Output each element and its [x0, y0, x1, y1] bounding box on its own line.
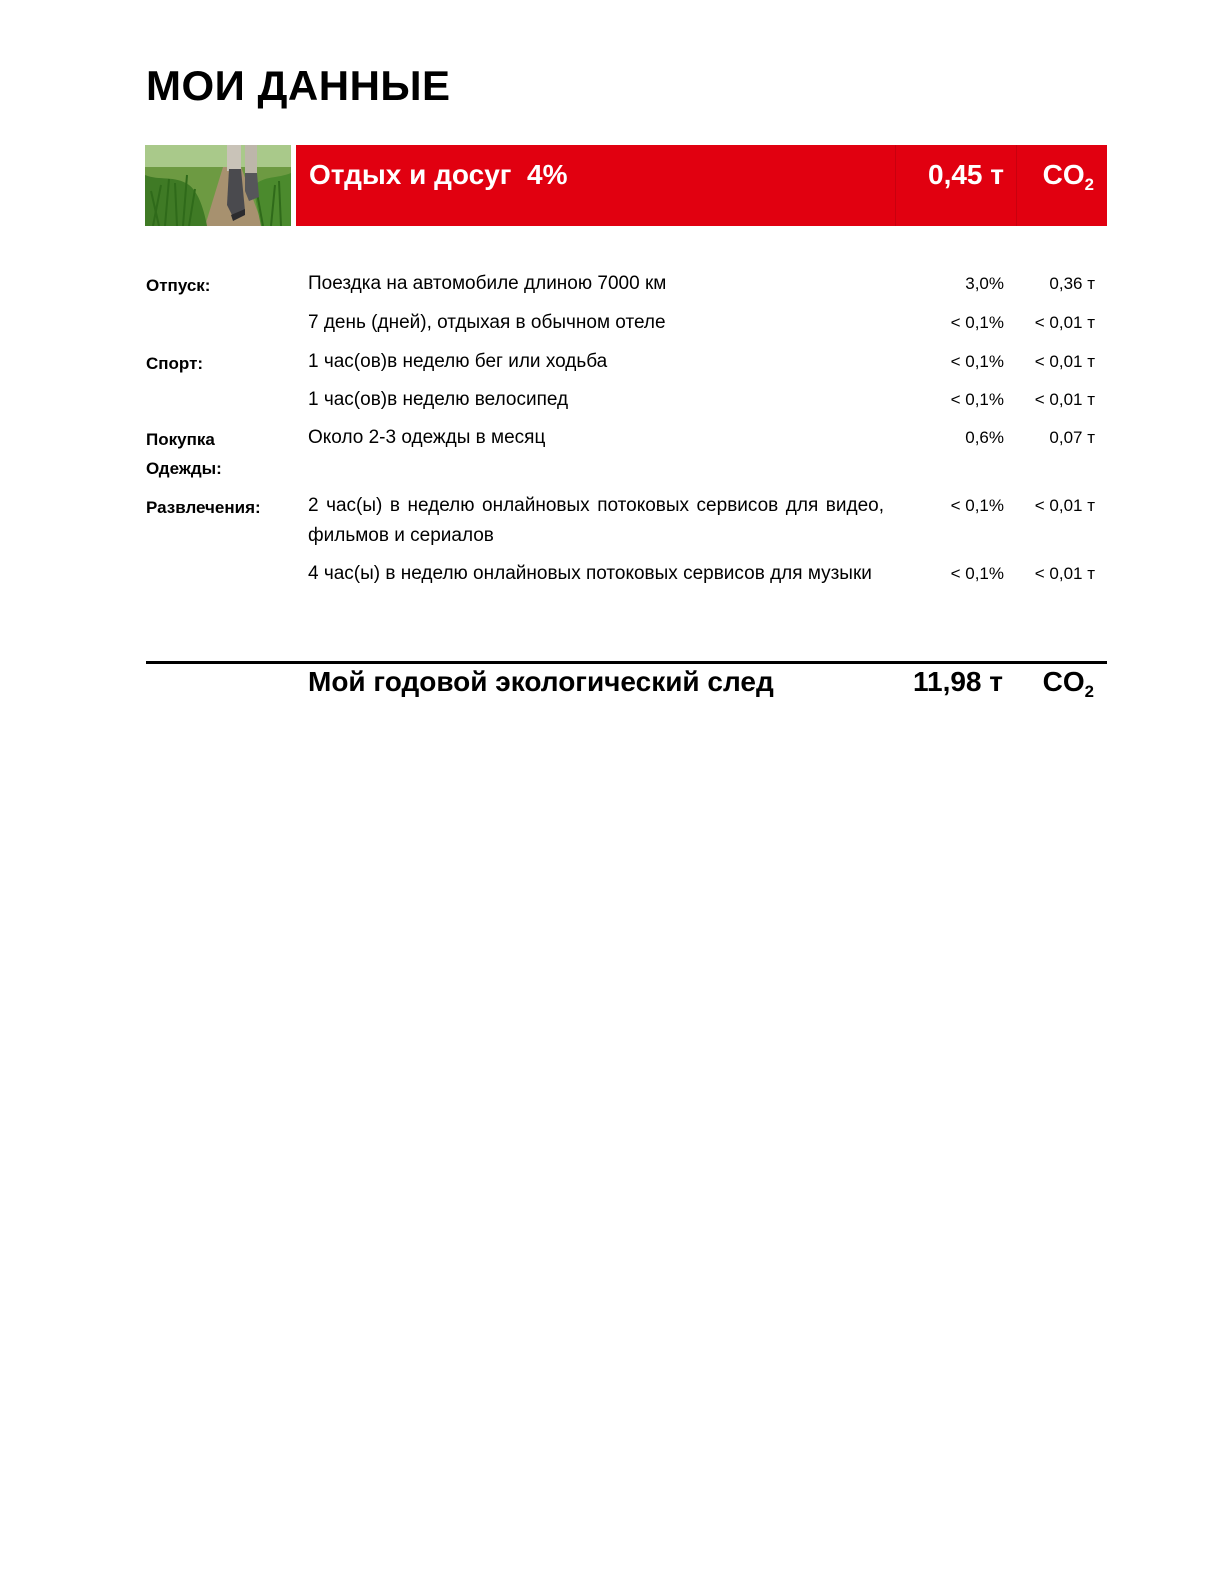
total-unit	[1043, 664, 1094, 700]
row-description: 7 день (дней), отдыхая в обычном отеле	[308, 312, 666, 333]
page-title: МОИ ДАННЫЕ	[146, 62, 451, 109]
total-label: Мой годовой экологический след	[308, 666, 774, 697]
row-description: Около 2-3 одежды в месяц	[308, 427, 546, 448]
row-amount: < 0,01 т	[1034, 352, 1095, 371]
total-amount: 11,98 т	[912, 666, 1003, 697]
row-label: Спорт:	[146, 354, 204, 373]
row-label: Развлечения:	[146, 498, 261, 517]
hiking-photo	[145, 145, 291, 226]
row-percent: 3,0%	[965, 274, 1004, 293]
unit-subscript: 2	[1084, 174, 1094, 194]
category-amount: 0,45 т	[928, 159, 1004, 190]
row-percent: < 0,1%	[950, 496, 1004, 515]
unit-main: CO	[1042, 159, 1085, 190]
row-amount: 0,36 т	[1049, 274, 1095, 293]
row-label: Отпуск:	[146, 276, 211, 295]
row-description: 4 час(ы) в неделю онлайновых потоковых сервисов для музыки	[308, 563, 872, 584]
row-description: Поездка на автомобиле длиною 7000 км	[308, 273, 667, 294]
row-description: 1 час(ов)в неделю велосипед	[308, 389, 569, 410]
unit-main: CO	[1042, 666, 1085, 697]
unit-subscript: 2	[1084, 681, 1094, 701]
category-unit	[1042, 159, 1094, 194]
row-percent: < 0,1%	[950, 352, 1004, 371]
category-bar	[296, 145, 1107, 226]
column-divider	[1016, 145, 1017, 226]
row-percent: < 0,1%	[950, 313, 1004, 332]
column-divider	[895, 145, 896, 226]
row-amount: 0,07 т	[1049, 428, 1095, 447]
row-amount: < 0,01 т	[1034, 390, 1095, 409]
row-percent: < 0,1%	[950, 564, 1004, 583]
category-header	[145, 145, 1107, 226]
row-label: Покупка Одежды:	[146, 430, 222, 478]
category-title: Отдых и досуг 4%	[309, 159, 568, 190]
row-description: 1 час(ов)в неделю бег или ходьба	[308, 351, 608, 372]
row-percent: 0,6%	[965, 428, 1004, 447]
row-description: 2 час(ы) в неделю онлайновых потоковых сервисов для видео, фильмов и сериалов	[308, 495, 884, 546]
row-amount: < 0,01 т	[1034, 564, 1095, 583]
row-amount: < 0,01 т	[1034, 496, 1095, 515]
row-amount: < 0,01 т	[1034, 313, 1095, 332]
row-percent: < 0,1%	[950, 390, 1004, 409]
